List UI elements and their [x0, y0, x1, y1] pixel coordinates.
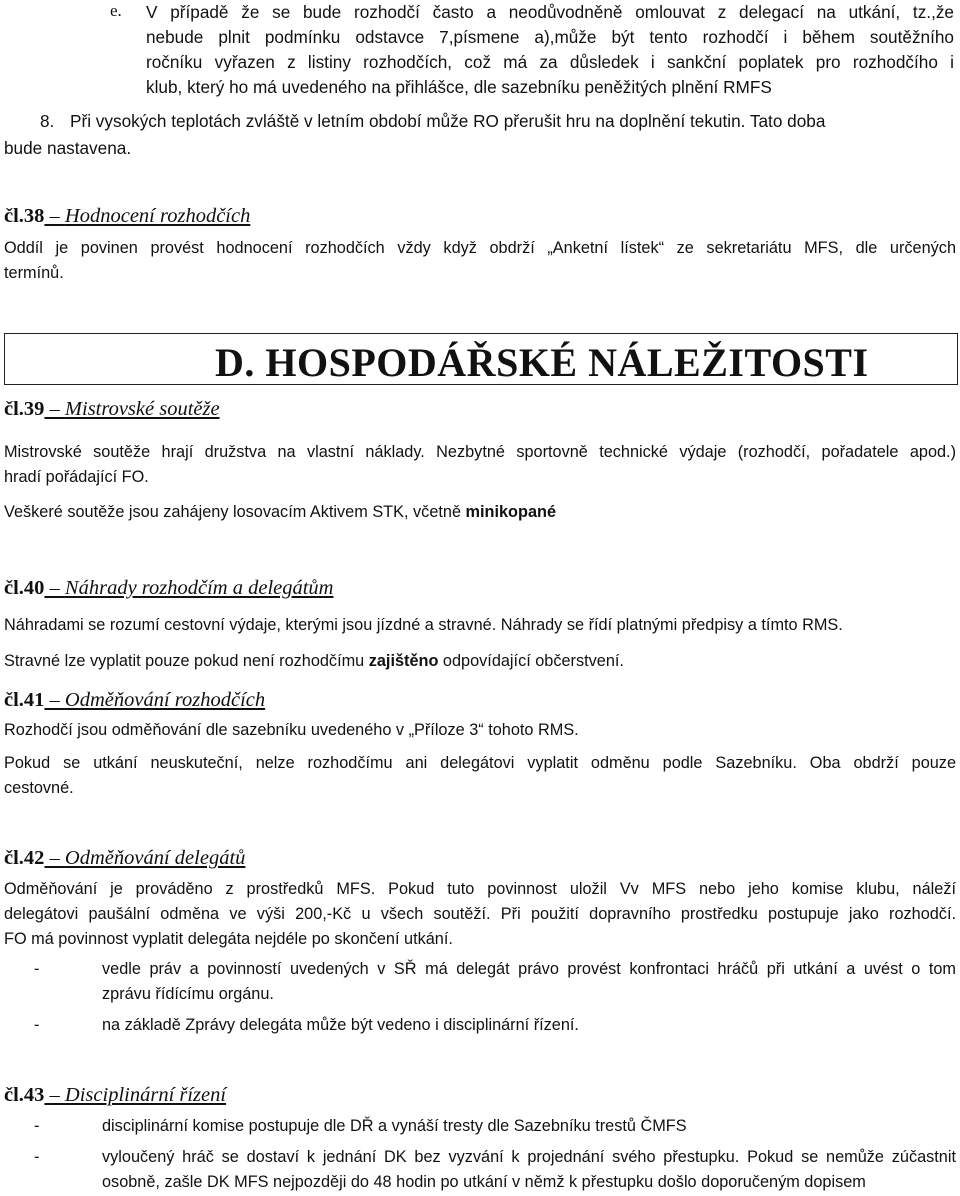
paragraph-line: Oddíl je povinen provést hodnocení rozhodčích vždy když obdrží „Anketní lístek“ ze sekretariátu MFS, dle určených [4, 239, 956, 257]
section-d-title: D. HOSPODÁŘSKÉ NÁLEŽITOSTI [215, 340, 869, 385]
bullet-dash: - [34, 1117, 40, 1135]
article-42-heading [4, 845, 245, 871]
article-39-p1 [4, 440, 956, 490]
heading-dash: – [44, 1084, 65, 1106]
item-8-line2: bude nastavena. [4, 138, 132, 158]
article-39-p2 [4, 500, 556, 525]
bullet-dash: - [34, 1016, 40, 1034]
item-marker-e: e. [110, 1, 122, 20]
item-e-line: klub, který ho má uvedeného na přihlášce, dle sazebníku peněžitých plnění RMFS [146, 77, 772, 97]
paragraph-line: hradí pořádající FO. [4, 468, 149, 486]
article-41-p2 [4, 751, 956, 801]
article-number: čl.39 [4, 398, 45, 420]
article-40-p1: Náhradami se rozumí cestovní výdaje, kterými jsou jízdné a stravné. Náhrady se řídí platnými předpisy a tímto RMS. [4, 616, 843, 634]
bullet-line: vyloučený hráč se dostaví k jednání DK bez vyzvání k projednání svého přestupku. Pokud se nemůže zúčastnit [102, 1148, 956, 1166]
bullet-line: na základě Zprávy delegáta může být vedeno i disciplinární řízení. [102, 1016, 579, 1034]
paragraph-bold: zajištěno [368, 652, 439, 670]
bullet-dash: - [34, 960, 40, 978]
article-41-p1: Rozhodčí jsou odměňování dle sazebníku uvedeného v „Příloze 3“ tohoto RMS. [4, 721, 579, 739]
paragraph-text: Stravné lze vyplatit pouze pokud není rozhodčímu [4, 652, 369, 670]
article-38-heading [4, 203, 250, 229]
article-title: Odměňování rozhodčích [64, 689, 266, 711]
paragraph-line: Mistrovské soutěže hrají družstva na vlastní náklady. Nezbytné sportovně technické výdaje (rozhodčí, pořadatele apod.) [4, 443, 956, 461]
paragraph-line: cestovné. [4, 779, 74, 797]
article-number: čl.40 [4, 577, 45, 599]
list-item [34, 1145, 956, 1196]
bullet-line: zprávu řídícímu orgánu. [102, 985, 274, 1003]
article-43-heading [4, 1082, 226, 1108]
article-title: Hodnocení rozhodčích [64, 205, 251, 227]
item-e-text [146, 0, 954, 100]
article-number: čl.38 [4, 205, 45, 227]
heading-dash: – [44, 577, 65, 599]
item-marker-8: 8. [40, 111, 55, 131]
heading-dash: – [44, 205, 65, 227]
paragraph-line: Pokud se utkání neuskuteční, nelze rozhodčímu ani delegátovi vyplatit odměnu podle Sazebníku. Oba obdrží pouze [4, 754, 956, 772]
bullet-text [102, 1114, 956, 1139]
article-number: čl.42 [4, 847, 45, 869]
article-38-body [4, 236, 956, 286]
paragraph-text: Veškeré soutěže jsou zahájeny losovacím Aktivem STK, včetně [4, 503, 466, 521]
bullet-line: osobně, zašle DK MFS nejpozději do 48 hodin po utkání v němž k přestupku došlo doporučeným dopisem [102, 1173, 866, 1191]
article-number: čl.41 [4, 689, 45, 711]
item-8-line1: Při vysokých teplotách zvláště v letním období může RO přerušit hru na doplnění tekutin. Tato doba [70, 111, 826, 131]
paragraph-line: FO má povinnost vyplatit delegáta nejdéle po skončení utkání. [4, 930, 453, 948]
article-title: Náhrady rozhodčím a delegátům [64, 577, 334, 599]
bullet-text [102, 1145, 956, 1195]
article-42-p [4, 877, 956, 952]
bullet-text [102, 957, 956, 1007]
paragraph-text: odpovídající občerstvení. [438, 652, 624, 670]
item-e-line: ročníku vyřazen z listiny rozhodčích, což má za důsledek i sankční poplatek pro rozhodčího i [146, 52, 954, 72]
paragraph-line: Odměňování je prováděno z prostředků MFS. Pokud tuto povinnost uložil Vv MFS nebo jeho komise klubu, náleží [4, 880, 956, 898]
article-number: čl.43 [4, 1084, 45, 1106]
article-title: Odměňování delegátů [64, 847, 246, 869]
list-item [34, 1114, 956, 1140]
item-e-line: nebude plnit podmínku odstavce 7,písmene a),může být tento rozhodčí i během soutěžního [146, 27, 954, 47]
article-title: Disciplinární řízení [64, 1084, 227, 1106]
article-title: Mistrovské soutěže [64, 398, 220, 420]
list-item [34, 1013, 956, 1039]
item-e-line: V případě že se bude rozhodčí často a neodůvodněně omlouvat z delegací na utkání, tz.,že [146, 2, 954, 22]
paragraph-line: termínů. [4, 264, 64, 282]
heading-dash: – [44, 398, 65, 420]
bullet-text [102, 1013, 956, 1038]
article-39-heading [4, 396, 220, 422]
article-41-heading [4, 687, 265, 713]
list-item [34, 957, 956, 1009]
paragraph-bold: minikopané [465, 503, 557, 521]
bullet-dash: - [34, 1148, 40, 1166]
paragraph-line: delegátovi paušální odměna ve výši 200,-Kč u všech soutěží. Při použití dopravního prostředku postupuje jako rozhodčí. [4, 905, 956, 923]
bullet-line: disciplinární komise postupuje dle DŘ a vynáší tresty dle Sazebníku trestů ČMFS [102, 1117, 687, 1135]
article-40-heading [4, 575, 333, 601]
article-40-p2 [4, 649, 624, 674]
bullet-line: vedle práv a povinností uvedených v SŘ má delegát právo provést konfrontaci hráčů při utkání a uvést o tom [102, 960, 956, 978]
heading-dash: – [44, 689, 65, 711]
heading-dash: – [44, 847, 65, 869]
